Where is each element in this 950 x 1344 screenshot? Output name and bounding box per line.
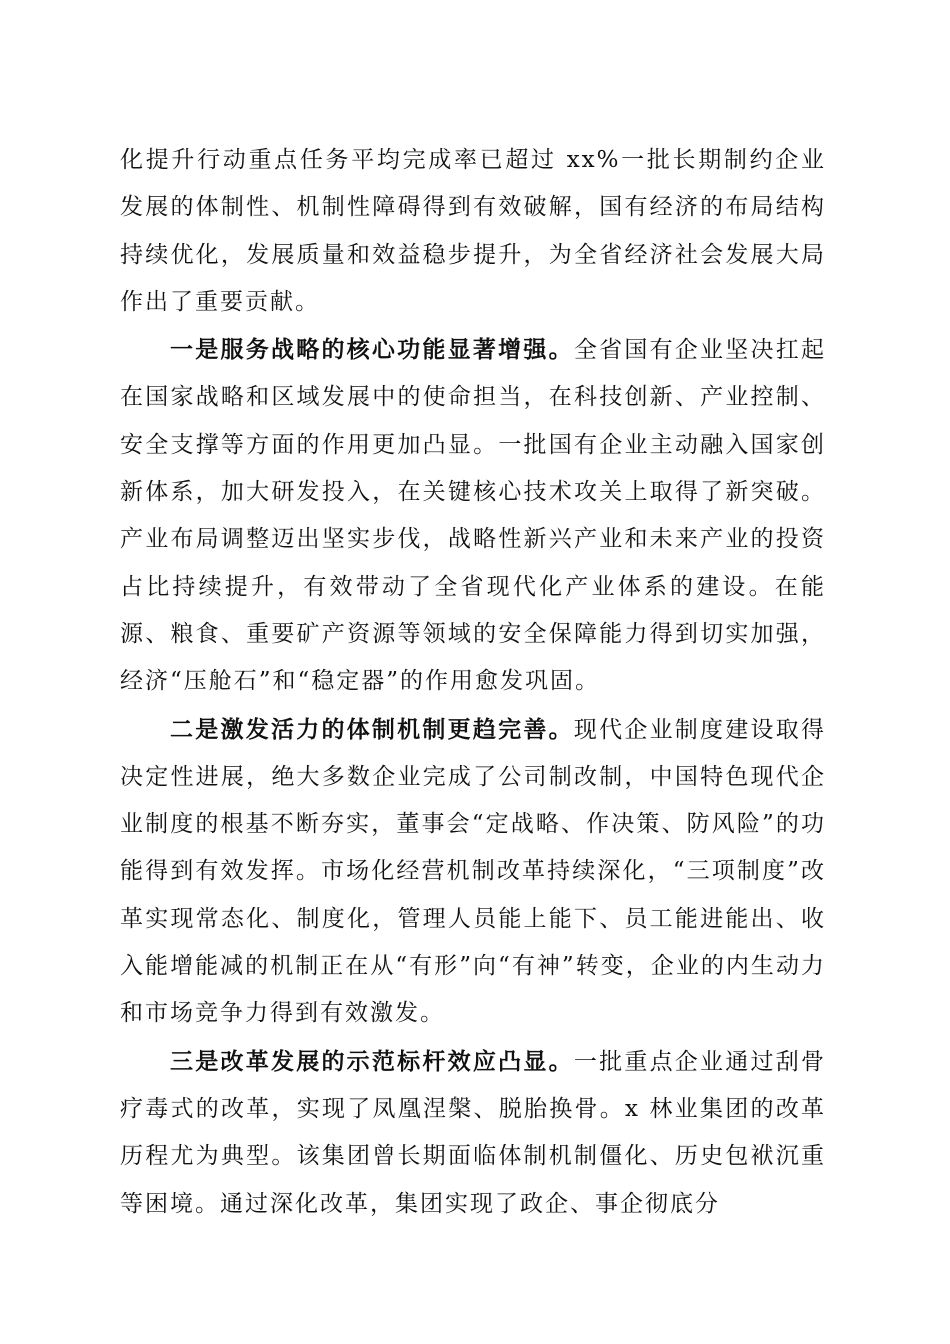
paragraph-text: 化提升行动重点任务平均完成率已超过 xx%一批长期制约企业发展的体制性、机制性障碍得到有效破解，国有经济的布局结构持续优化，发展质量和效益稳步提升，为全省经济社会发展大局作出了重要贡献。 bbox=[120, 147, 826, 315]
document-body bbox=[120, 137, 826, 1228]
paragraph-heading: 三是改革发展的示范标杆效应凸显。 bbox=[170, 1047, 574, 1075]
paragraph-continuation bbox=[120, 137, 826, 326]
paragraph-heading: 一是服务战略的核心功能显著增强。 bbox=[170, 336, 574, 364]
paragraph-institutional-mechanism bbox=[120, 706, 826, 1038]
paragraph-text: 一批重点企业通过刮骨疗毒式的改革，实现了凤凰涅槃、脱胎换骨。x 林业集团的改革历程尤为典型。该集团曾长期面临体制机制僵化、历史包袱沉重等困境。通过深化改革，集团实现了政企、事企彻底分 bbox=[120, 1048, 827, 1217]
paragraph-text: 全省国有企业坚决扛起在国家战略和区域发展中的使命担当，在科技创新、产业控制、安全支撑等方面的作用更加凸显。一批国有企业主动融入国家创新体系，加大研发投入，在关键核心技术攻关上取得了新突破。产业布局调整迈出坚实步伐，战略性新兴产业和未来产业的投资占比持续提升，有效带动了全省现代化产业体系的建设。在能源、粮食、重要矿产资源等领域的安全保障能力得到切实加强，经济“压舱石”和“稳定器”的作用愈发巩固。 bbox=[120, 337, 827, 695]
paragraph-heading: 二是激发活力的体制机制更趋完善。 bbox=[170, 715, 574, 743]
paragraph-text: 现代企业制度建设取得决定性进展，绝大多数企业完成了公司制改制，中国特色现代企业制度的根基不断夯实，董事会“定战略、作决策、防风险”的功能得到有效发挥。市场化经营机制改革持续深化，“三项制度”改革实现常态化、制度化，管理人员能上能下、员工能进能出、收入能增能减的机制正在从“有形”向“有神”转变，企业的内生动力和市场竞争力得到有效激发。 bbox=[120, 716, 827, 1027]
paragraph-demonstration-effect bbox=[120, 1038, 826, 1228]
paragraph-core-function bbox=[120, 326, 826, 705]
